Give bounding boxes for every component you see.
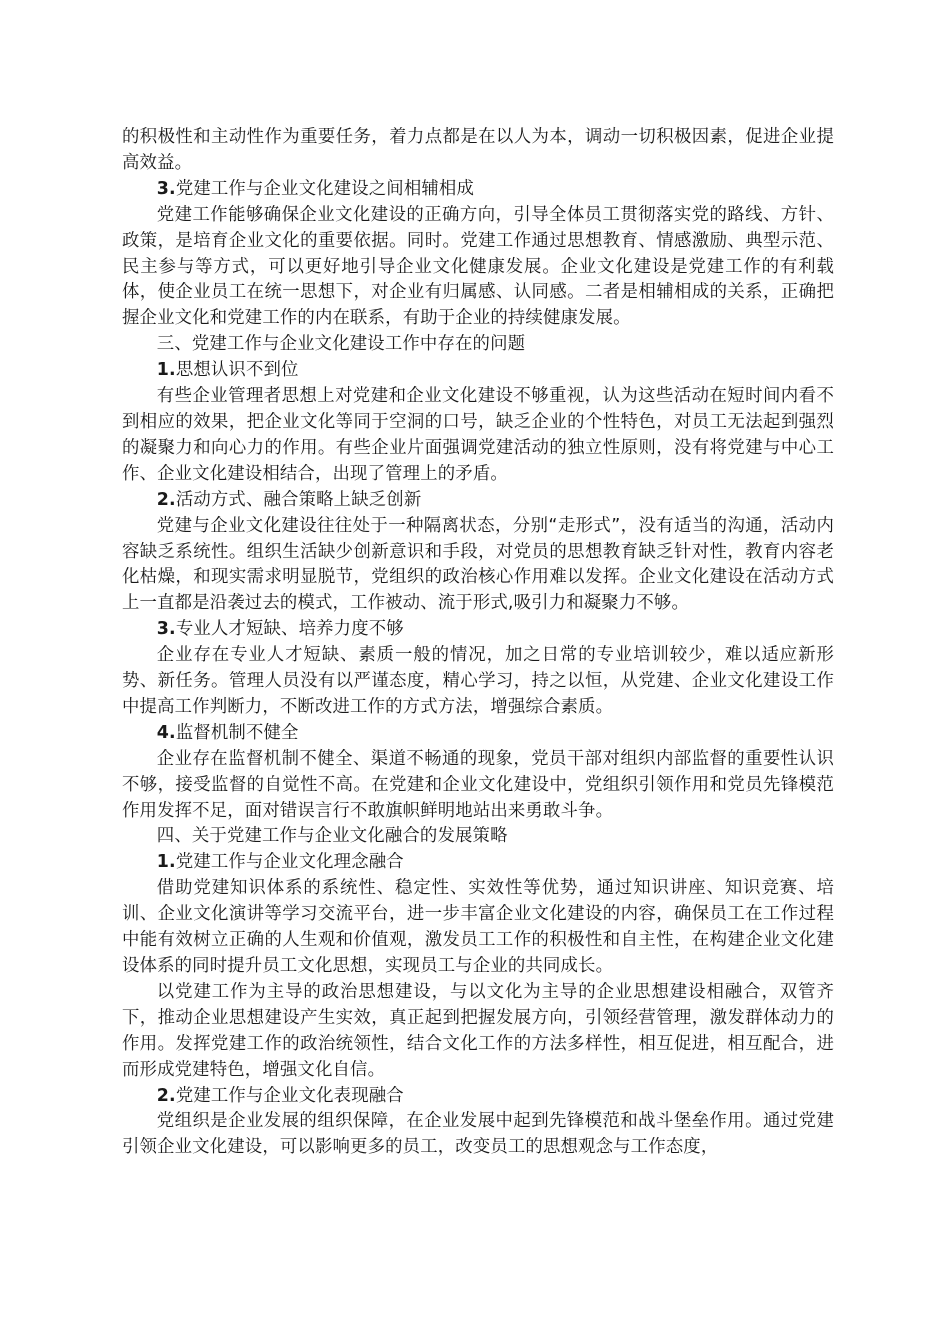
subheading-text: 党建工作与企业文化理念融合 — [175, 852, 404, 873]
section-heading-3: 三、党建工作与企业文化建设工作中存在的问题 — [156, 334, 526, 355]
paragraph: 党建与企业文化建设往往处于一种隔离状态，分别“走形式”，没有适当的沟通，活动内容缺乏系统性。组织生活缺少创新意识和手段，对党员的思想教育缺乏针对性，教育内容老化枯燥，和现实需求明显脱节，党组织的政治核心作用难以发挥。企业文化建设在活动方式上一直都是沿袭过去的模式，工作被动、流于形式,吸引力和凝聚力不够。 — [122, 515, 834, 614]
paragraph: 以党建工作为主导的政治思想建设，与以文化为主导的企业思想建设相融合，双管齐下，推动企业思想建设产生实效，真正起到把握发展方向，引领经营管理，激发群体动力的作用。发挥党建工作的政治统领性，结合文化工作的方法多样性，相互促进，相互配合，进而形成党建特色，增强文化自信。 — [122, 981, 834, 1080]
subheading-text: 专业人才短缺、培养力度不够 — [175, 619, 404, 640]
subheading-number: 3. — [156, 619, 176, 640]
subheading-text: 党建工作与企业文化建设之间相辅相成 — [175, 178, 475, 199]
subheading-2-expression — [122, 1084, 834, 1110]
subheading-text: 活动方式、融合策略上缺乏创新 — [175, 489, 422, 510]
subheading-1-concept — [122, 850, 834, 876]
subheading-text: 监督机制不健全 — [175, 722, 299, 743]
paragraph-continuation: 的积极性和主动性作为重要任务，着力点都是在以人为本，调动一切积极因素，促进企业提高效益。 — [122, 127, 834, 173]
subheading-text: 党建工作与企业文化表现融合 — [175, 1085, 404, 1106]
subheading-1-awareness — [122, 358, 834, 384]
section-heading-4: 四、关于党建工作与企业文化融合的发展策略 — [156, 826, 508, 847]
subheading-number: 3. — [156, 178, 176, 199]
paragraph: 企业存在专业人才短缺、素质一般的情况，加之日常的专业培训较少，难以适应新形势、新任务。管理人员没有以严谨态度，精心学习，持之以恒，从党建、企业文化建设工作中提高工作判断力，不断改进工作的方式方法，增强综合素质。 — [122, 645, 834, 717]
subheading-text: 思想认识不到位 — [175, 360, 299, 381]
paragraph: 党建工作能够确保企业文化建设的正确方向，引导全体员工贯彻落实党的路线、方针、政策，是培育企业文化的重要依据。同时。党建工作通过思想教育、情感激励、典型示范、民主参与等方式，可以更好地引导企业文化健康发展。企业文化建设是党建工作的有利载体，使企业员工在统一思想下，对企业有归属感、认同感。二者是相辅相成的关系，正确把握企业文化和党建工作的内在联系，有助于企业的持续健康发展。 — [122, 204, 834, 329]
paragraph: 有些企业管理者思想上对党建和企业文化建设不够重视，认为这些活动在短时间内看不到相应的效果，把企业文化等同于空洞的口号，缺乏企业的个性特色，对员工无法起到强烈的凝聚力和向心力的作用。有些企业片面强调党建活动的独立性原则，没有将党建与中心工作、企业文化建设相结合，出现了管理上的矛盾。 — [122, 386, 834, 484]
paragraph: 借助党建知识体系的系统性、稳定性、实效性等优势，通过知识讲座、知识竞赛、培训、企业文化演讲等学习交流平台，进一步丰富企业文化建设的内容，确保员工在工作过程中能有效树立正确的人生观和价值观，激发员工工作的积极性和自主性，在构建企业文化建设体系的同时提升员工文化思想，实现员工与企业的共同成长。 — [122, 878, 834, 976]
subheading-number: 1. — [156, 852, 176, 873]
subheading-3-mutual-support — [122, 177, 834, 203]
subheading-number: 4. — [156, 722, 176, 743]
subheading-4-supervision — [122, 721, 834, 747]
document-page — [122, 125, 834, 1161]
paragraph: 党组织是企业发展的组织保障，在企业发展中起到先锋模范和战斗堡垒作用。通过党建引领企业文化建设，可以影响更多的员工，改变员工的思想观念与工作态度， — [122, 1111, 834, 1158]
subheading-2-innovation — [122, 488, 834, 514]
subheading-number: 2. — [156, 1085, 176, 1106]
paragraph: 企业存在监督机制不健全、渠道不畅通的现象，党员干部对组织内部监督的重要性认识不够，接受监督的自觉性不高。在党建和企业文化建设中，党组织引领作用和党员先锋模范作用发挥不足，面对错误言行不敢旗帜鲜明地站出来勇敢斗争。 — [122, 748, 834, 821]
subheading-number: 2. — [156, 489, 176, 510]
subheading-number: 1. — [156, 360, 176, 381]
subheading-3-talent — [122, 617, 834, 643]
